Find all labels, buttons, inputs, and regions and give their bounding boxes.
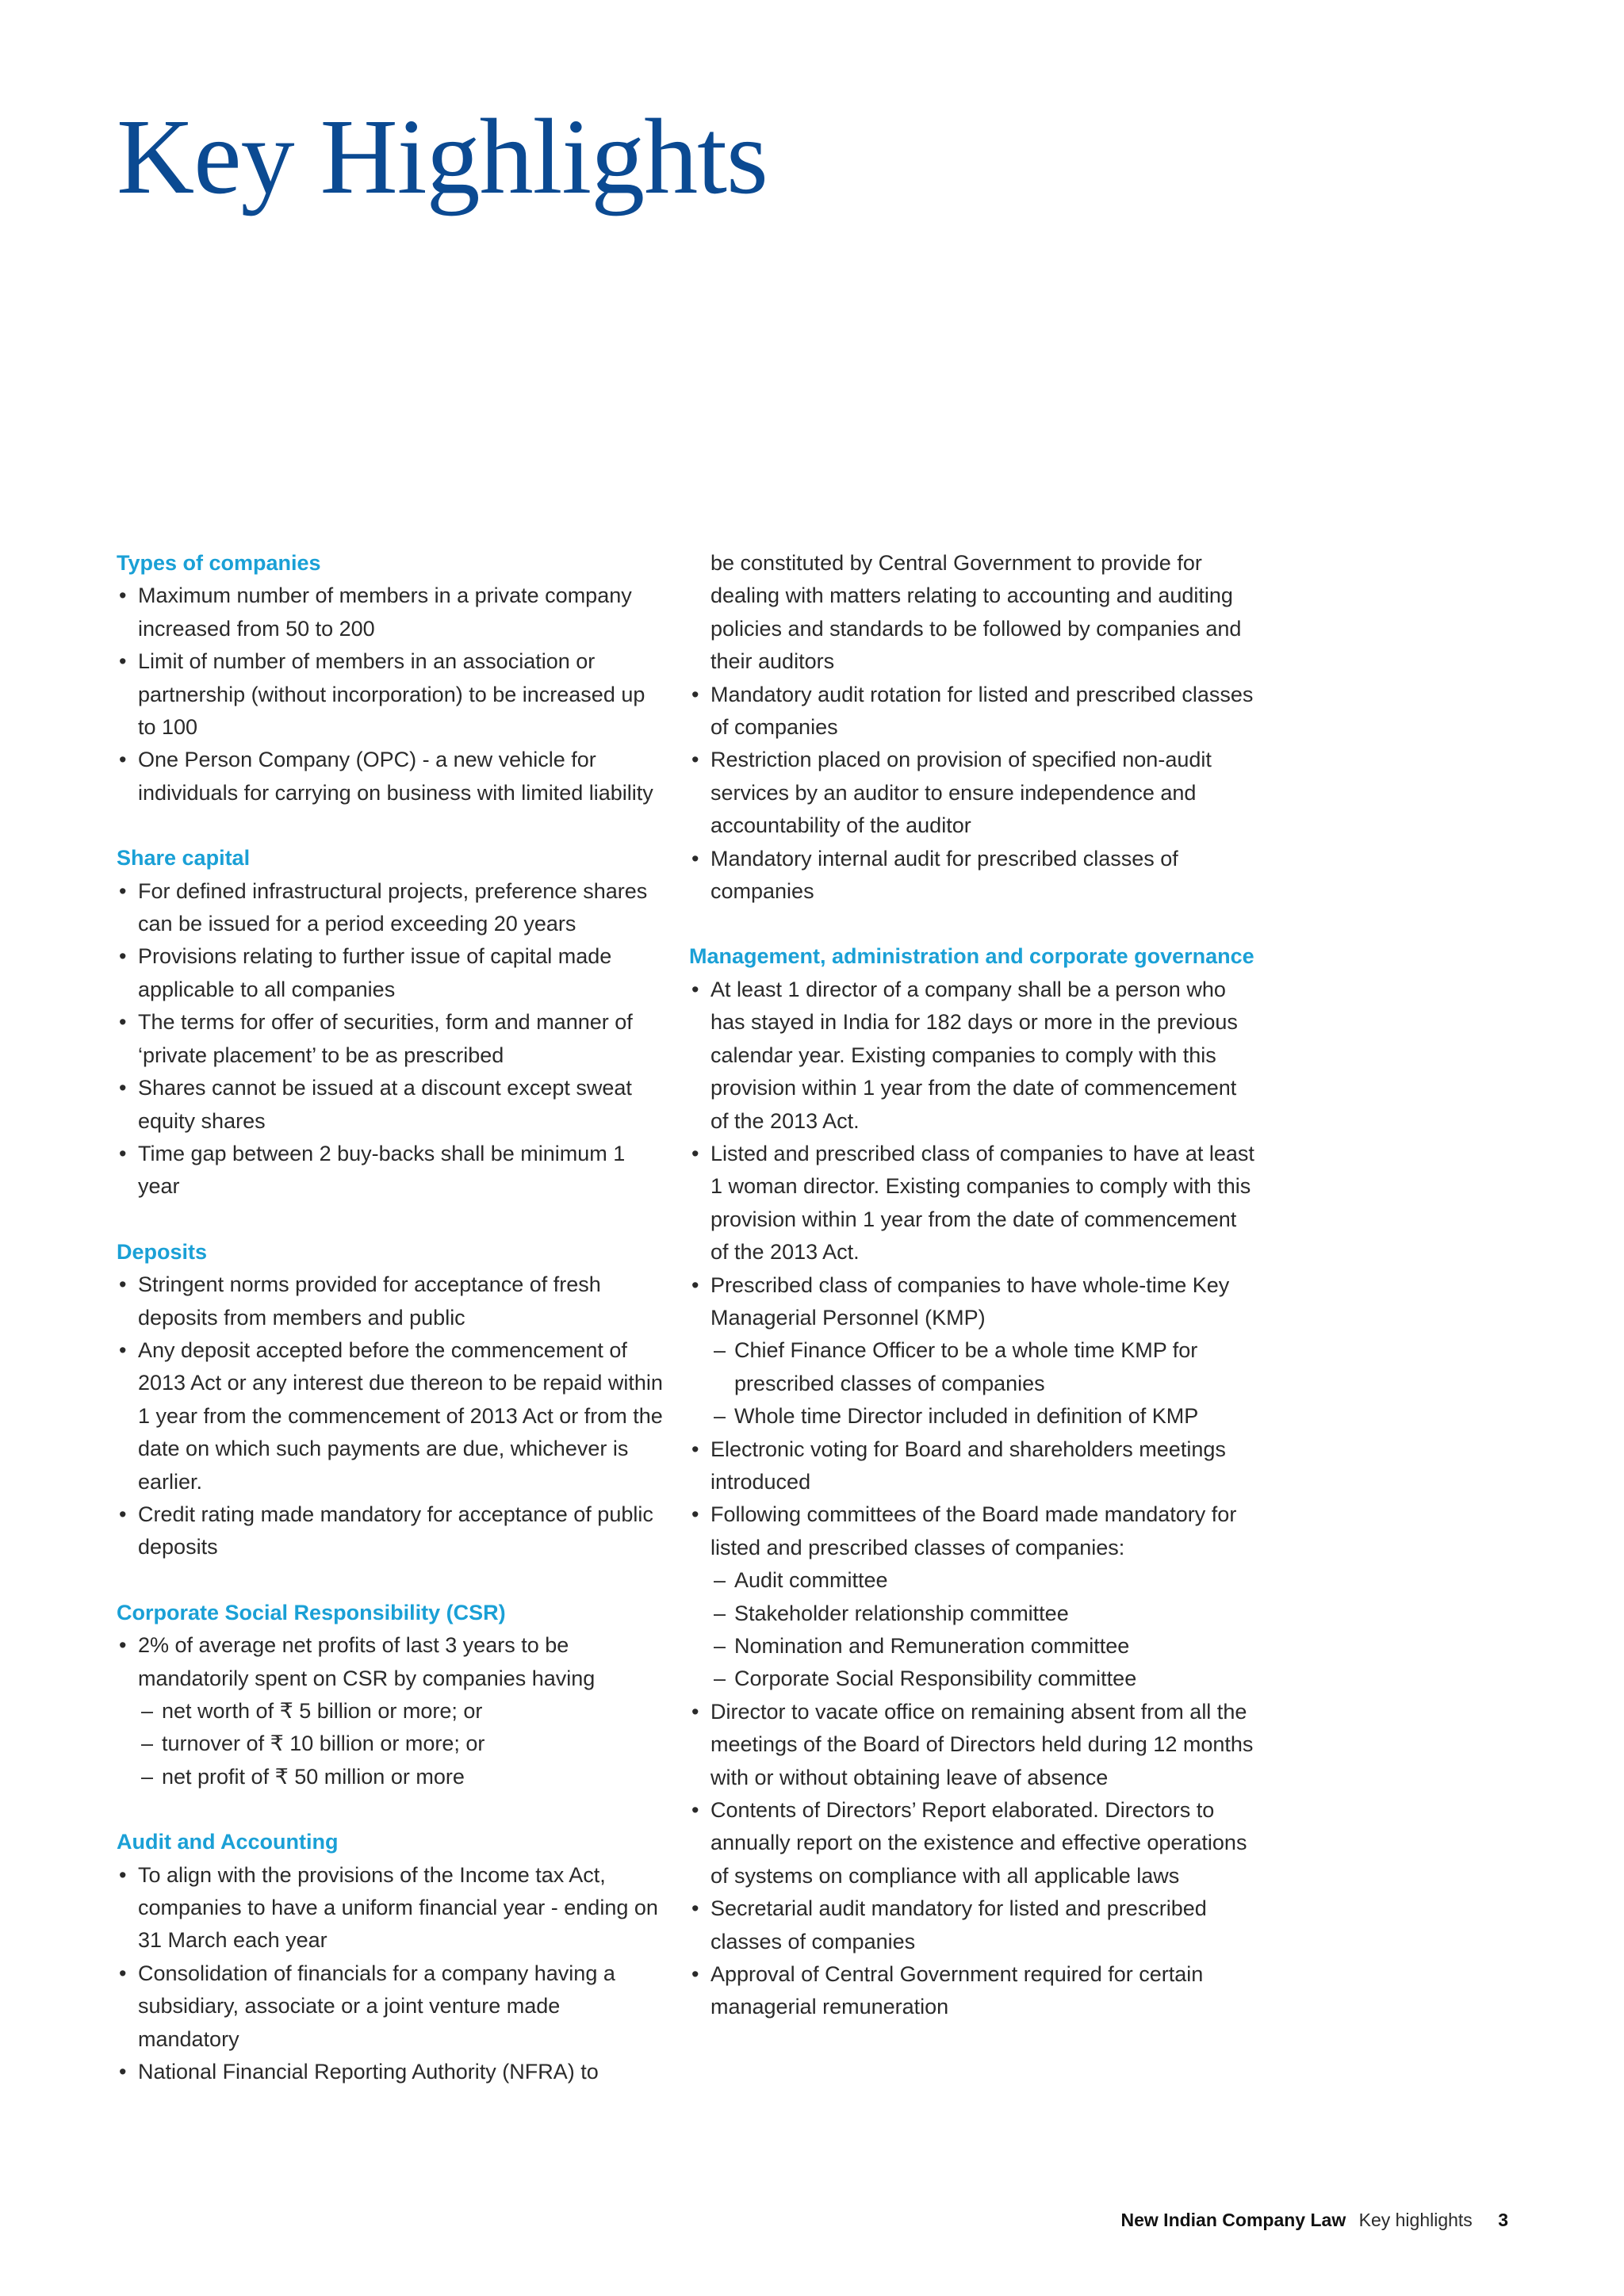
sub-item: – Chief Finance Officer to be a whole time KMP for prescribed classes of companies — [710, 1334, 1260, 1400]
bullet-item — [117, 1629, 664, 1793]
bullet-item: • National Financial Reporting Authority (NFRA) to — [117, 2056, 664, 2088]
bullet-list — [689, 547, 1260, 908]
bullet-text: Following committees of the Board made mandatory for listed and prescribed classes of companies: — [710, 1502, 1237, 1559]
bullet-text: Prescribed class of companies to have whole-time Key Managerial Personnel (KMP) — [710, 1272, 1230, 1330]
sub-list — [710, 1564, 1260, 1696]
sub-item: – net worth of ₹ 5 billion or more; or — [138, 1695, 664, 1728]
bullet-item: • Consolidation of financials for a company having a subsidiary, associate or a joint venture made mandatory — [117, 1957, 664, 2056]
section-heading: Types of companies — [117, 551, 321, 575]
bullet-item: • Mandatory internal audit for prescribed classes of companies — [689, 843, 1260, 909]
bullet-item: • Limit of number of members in an association or partnership (without incorporation) to be increased up to 100 — [117, 645, 664, 744]
bullet-item: • Listed and prescribed class of companies to have at least 1 woman director. Existing companies to comply with this provision within 1 year from the date of commencement of the 2013 Act. — [689, 1138, 1260, 1269]
sub-item: – net profit of ₹ 50 million or more — [138, 1761, 664, 1793]
bullet-item: • For defined infrastructural projects, preference shares can be issued for a period exceeding 20 years — [117, 875, 664, 941]
bullet-item: • Secretarial audit mandatory for listed and prescribed classes of companies — [689, 1892, 1260, 1958]
section-deposits — [117, 1236, 664, 1564]
footer-publication-title: New Indian Company Law — [1120, 2210, 1346, 2230]
section-audit-accounting — [117, 1826, 664, 2088]
bullet-item: • One Person Company (OPC) - a new vehicle for individuals for carrying on business with limited liability — [117, 744, 664, 809]
bullet-item: • Time gap between 2 buy-backs shall be minimum 1 year — [117, 1138, 664, 1203]
section-heading: Management, administration and corporate governance — [689, 944, 1254, 969]
bullet-item: • The terms for offer of securities, form and manner of ‘private placement’ to be as prescribed — [117, 1006, 664, 1072]
right-column — [689, 547, 1260, 2057]
bullet-list — [689, 974, 1260, 2024]
bullet-item: • Provisions relating to further issue of capital made applicable to all companies — [117, 940, 664, 1006]
bullet-list — [117, 1859, 664, 2089]
left-column — [117, 547, 664, 2121]
section-heading: Deposits — [117, 1239, 208, 1264]
bullet-item — [689, 1498, 1260, 1695]
sub-item: – Corporate Social Responsibility committee — [710, 1663, 1260, 1695]
bullet-item: • Stringent norms provided for acceptance of fresh deposits from members and public — [117, 1269, 664, 1334]
section-share-capital — [117, 842, 664, 1203]
bullet-item: • Shares cannot be issued at a discount except sweat equity shares — [117, 1072, 664, 1138]
bullet-list — [117, 580, 664, 809]
bullet-item — [689, 1269, 1260, 1433]
section-audit-accounting-continued — [689, 547, 1260, 908]
page-title: Key Highlights — [117, 98, 768, 216]
sub-list — [138, 1695, 664, 1793]
bullet-list — [117, 1629, 664, 1793]
section-types-of-companies — [117, 547, 664, 809]
bullet-item: • Electronic voting for Board and shareholders meetings introduced — [689, 1433, 1260, 1499]
bullet-item: • Restriction placed on provision of specified non-audit services by an auditor to ensure independence and accountability of the auditor — [689, 744, 1260, 842]
bullet-item: • Approval of Central Government required for certain managerial remuneration — [689, 1958, 1260, 2024]
page-footer — [1121, 2208, 1509, 2232]
sub-item: – turnover of ₹ 10 billion or more; or — [138, 1728, 664, 1760]
bullet-item-continuation: be constituted by Central Government to provide for dealing with matters relating to accounting and auditing policies and standards to be followed by companies and their auditors — [710, 551, 1242, 674]
sub-item: – Nomination and Remuneration committee — [710, 1630, 1260, 1663]
section-csr — [117, 1597, 664, 1793]
section-governance — [689, 940, 1260, 2023]
bullet-item: • Any deposit accepted before the commencement of 2013 Act or any interest due thereon to be repaid within 1 year from the commencement of 2013 Act or from the date on which such payments are due, whichever is earlier. — [117, 1334, 664, 1498]
bullet-item: • Maximum number of members in a private company increased from 50 to 200 — [117, 580, 664, 645]
bullet-item: • Credit rating made mandatory for acceptance of public deposits — [117, 1498, 664, 1564]
bullet-item: • Mandatory audit rotation for listed and prescribed classes of companies — [689, 679, 1260, 744]
section-heading: Audit and Accounting — [117, 1830, 339, 1854]
bullet-item: • At least 1 director of a company shall be a person who has stayed in India for 182 days or more in the previous calendar year. Existing companies to comply with this provision within 1 year from the date of commencement of the 2013 Act. — [689, 974, 1260, 1138]
sub-item: – Audit committee — [710, 1564, 1260, 1597]
section-heading: Corporate Social Responsibility (CSR) — [117, 1600, 506, 1624]
bullet-list — [117, 1269, 664, 1564]
bullet-item: • To align with the provisions of the Income tax Act, companies to have a uniform financial year - ending on 31 March each year — [117, 1859, 664, 1957]
bullet-item: • Director to vacate office on remaining absent from all the meetings of the Board of Directors held during 12 months with or without obtaining leave of absence — [689, 1696, 1260, 1794]
footer-section-name: Key highlights — [1358, 2210, 1473, 2230]
bullet-text: 2% of average net profits of last 3 years to be mandatorily spent on CSR by companies having — [138, 1633, 596, 1690]
section-heading: Share capital — [117, 846, 251, 871]
sub-list — [710, 1334, 1260, 1433]
bullet-list — [117, 875, 664, 1203]
page-number: 3 — [1498, 2210, 1508, 2230]
sub-item: – Stakeholder relationship committee — [710, 1598, 1260, 1630]
sub-item: – Whole time Director included in definition of KMP — [710, 1400, 1260, 1433]
bullet-item: • Contents of Directors’ Report elaborated. Directors to annually report on the existence and effective operations of systems on compliance with all applicable laws — [689, 1794, 1260, 1892]
